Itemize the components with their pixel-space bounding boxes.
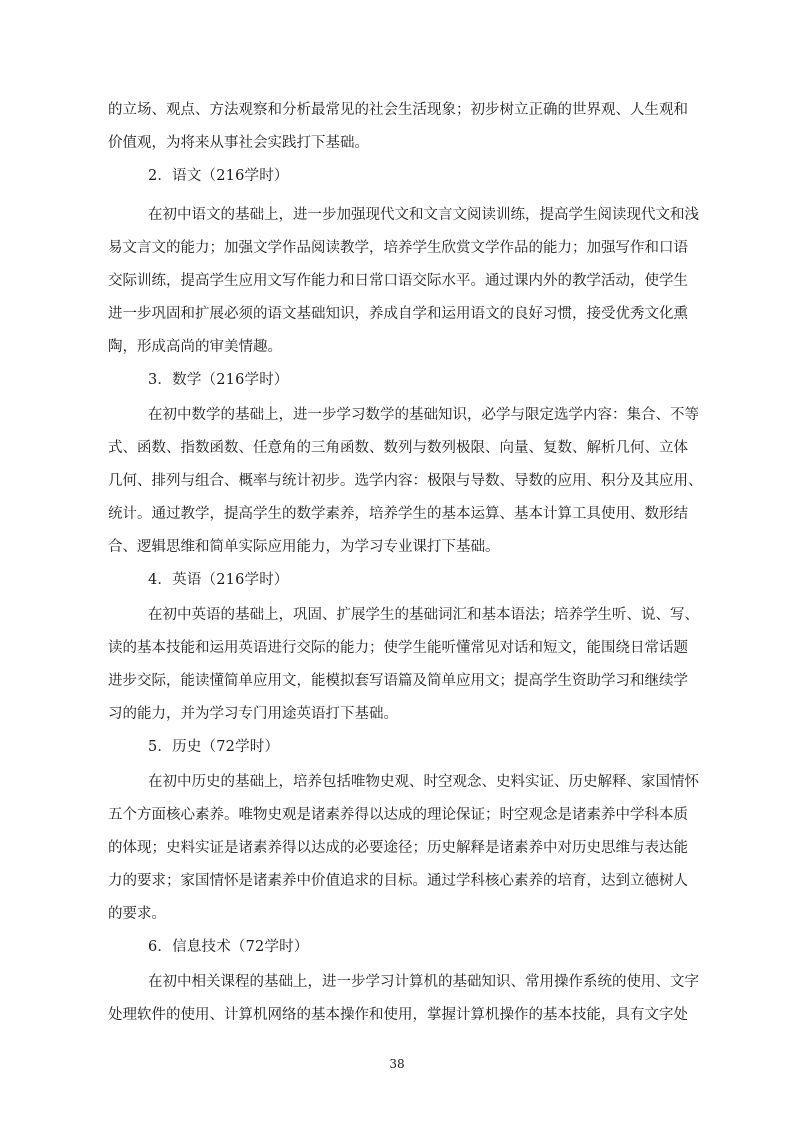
body-line: 进一步巩固和扩展必须的语文基础知识，养成自学和运用语文的良好习惯，接受优秀文化熏 [108,306,688,322]
body-line: 陶，形成高尚的审美情趣。 [108,339,282,355]
body-line: 的要求。 [108,906,166,922]
body-line: 的立场、观点、方法观察和分析最常见的社会生活现象；初步树立正确的世界观、人生观和 [108,102,688,118]
body-line: 价值观，为将来从事社会实践打下基础。 [108,135,369,151]
body-line: 统计。通过教学，提高学生的数学素养，培养学生的基本运算、基本计算工具使用、数形结 [108,506,688,522]
body-line: 五个方面核心素养。唯物史观是诸素养得以达成的理论保证；时空观念是诸素养中学科本质 [108,807,688,823]
body-line: 的体现；史料实证是诸素养得以达成的必要途径；历史解释是诸素养中对历史思维与表达能 [108,840,688,856]
body-line: 力的要求；家国情怀是诸素养中价值追求的目标。通过学科核心素养的培育，达到立德树人 [108,873,688,889]
body-line: 交际训练，提高学生应用文写作能力和日常口语交际水平。通过课内外的教学活动，使学生 [108,273,688,289]
section-heading-chinese: 2．语文（216学时） [148,168,289,184]
body-line: 在初中相关课程的基础上，进一步学习计算机的基础知识、常用操作系统的使用、文字 [148,974,699,990]
body-line: 读的基本技能和运用英语进行交际的能力；使学生能听懂常见对话和短文，能围绕日常话题 [108,640,688,656]
body-line: 几何、排列与组合、概率与统计初步。选学内容：极限与导数、导数的应用、积分及其应用、 [108,473,703,489]
body-line: 处理软件的使用、计算机网络的基本操作和使用，掌握计算机操作的基本技能，具有文字处 [108,1007,688,1023]
body-line: 在初中语文的基础上，进一步加强现代文和文言文阅读训练，提高学生阅读现代文和浅 [148,207,699,223]
body-line: 合、逻辑思维和简单实际应用能力，为学习专业课打下基础。 [108,539,500,555]
body-line: 进步交际，能读懂简单应用文，能模拟套写语篇及简单应用文；提高学生资助学习和继续学 [108,673,688,689]
body-line: 易文言文的能力；加强文学作品阅读教学，培养学生欣赏文学作品的能力；加强写作和口语 [108,240,688,256]
section-heading-english: 4．英语（216学时） [148,572,289,588]
section-heading-it: 6．信息技术（72学时） [148,939,309,955]
body-line: 式、函数、指数函数、任意角的三角函数、数列与数列极限、向量、复数、解析几何、立体 [108,440,688,456]
section-heading-history: 5．历史（72学时） [148,739,280,755]
body-line: 习的能力，并为学习专门用途英语打下基础。 [108,706,398,722]
body-line: 在初中英语的基础上，巩固、扩展学生的基础词汇和基本语法；培养学生听、说、写、 [148,607,699,623]
body-line: 在初中数学的基础上，进一步学习数学的基础知识，必学与限定选学内容：集合、不等 [148,407,699,423]
section-heading-math: 3．数学（216学时） [148,372,289,388]
body-line: 在初中历史的基础上，培养包括唯物史观、时空观念、史料实证、历史解释、家国情怀 [148,774,699,790]
page-number: 38 [389,1057,405,1071]
